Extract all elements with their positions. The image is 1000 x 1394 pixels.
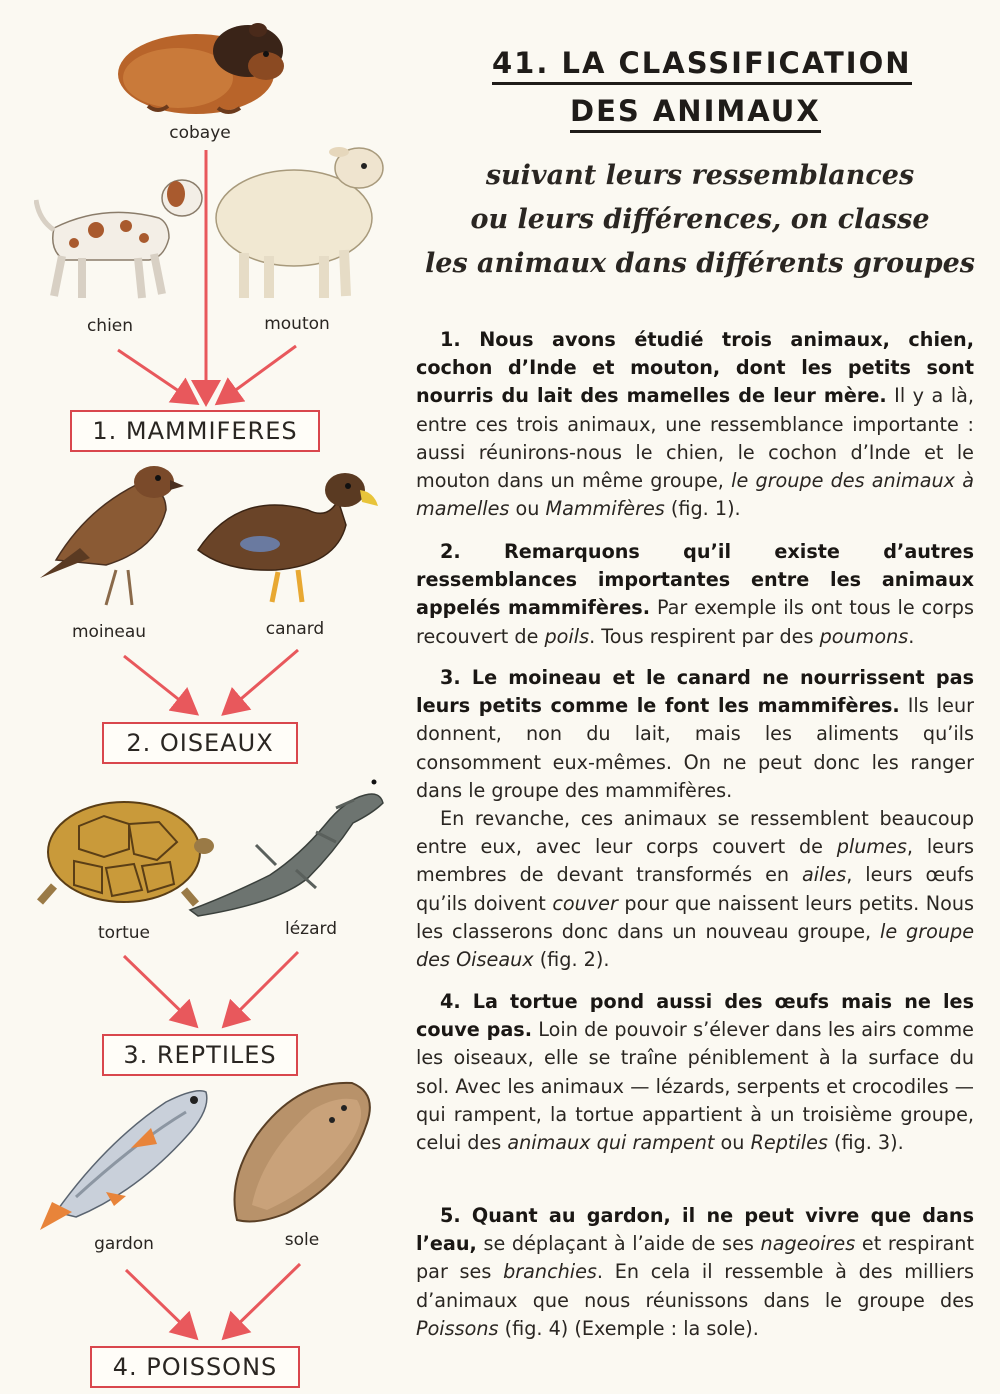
page-title-line2: DES ANIMAUX [570, 94, 821, 133]
p5-italic-3: Poissons [416, 1316, 499, 1340]
arrow-chien [118, 350, 192, 400]
p3b-text-2: , leurs membres de devant transformés en [416, 835, 974, 887]
lizard-illustration [186, 770, 386, 918]
p3b-italic-2: ailes [802, 863, 847, 887]
arrow-tortue [124, 956, 192, 1022]
p2-italic-1: poils [544, 624, 590, 648]
paragraph-2 [416, 538, 974, 651]
p3b-italic-1: plumes [836, 835, 907, 859]
label-cobaye: cobaye [169, 123, 231, 143]
label-mouton: mouton [264, 314, 330, 334]
p2-text-2: . Tous respirent par des [589, 624, 820, 648]
p5-italic-1: nageoires [760, 1232, 856, 1256]
subtitle-line3: les animaux dans différents groupes [425, 248, 975, 279]
label-lezard: lézard [284, 919, 337, 939]
arrow-mouton [222, 346, 296, 400]
sheep-illustration [214, 138, 394, 308]
p5-text: se déplaçant à l’aide de ses [476, 1232, 761, 1256]
arrow-moineau [124, 656, 192, 710]
p3b-text: En revanche, ces animaux se ressemblent beaucoup entre eux, avec leur corps couvert de [416, 807, 974, 859]
p4-lead: 4. La tortue pond aussi des œufs mais ne les couve pas. [416, 990, 974, 1042]
sparrow-illustration [36, 460, 188, 610]
arrow-canard [228, 650, 298, 710]
p1-lead: 1. Nous avons étudié trois animaux, chien, cochon d’Inde et mouton, dont les petits sont nourris du lait des mamelles de leur mère. [416, 328, 974, 408]
p5-text-3: . En cela il ressemble à des milliers d’animaux que nous réunissons dans le groupe des [416, 1260, 974, 1312]
label-chien: chien [86, 316, 134, 336]
p2-italic-2: poumons [819, 624, 909, 648]
duck-illustration [190, 462, 382, 607]
paragraph-1 [416, 326, 974, 523]
label-gardon: gardon [94, 1234, 154, 1254]
p1-text: Il y a là, entre ces trois animaux, une ressemblance importante : aussi réunirons-nous le chien, le cochon d’Inde et le mouton dans un même groupe, [416, 384, 975, 493]
guinea-pig-illustration [108, 6, 293, 118]
arrow-lezard [228, 952, 298, 1022]
label-sole: sole [284, 1230, 320, 1250]
p3-text: Ils leur donnent, non du lait, mais les aliments qu’ils consomment eux-mêmes. On ne peut donc les ranger dans le groupe des mammifères. [416, 694, 974, 802]
group-label-reptiles: 3. REPTILES [123, 1041, 277, 1069]
subtitle-line2: ou leurs différences, on classe [470, 204, 930, 235]
p5-lead: 5. Quant au gardon, il ne peut vivre que dans l’eau, [416, 1204, 974, 1256]
page-title-line1: 41. LA CLASSIFICATION [492, 46, 912, 85]
p3b-text-4: pour que naissent leurs petits. Nous les classerons donc dans un nouveau groupe, [416, 891, 974, 943]
p5-text-4: (fig. 4) (Exemple : la sole). [498, 1316, 759, 1340]
group-box-reptiles [102, 1034, 298, 1076]
p1-text-2: ou [509, 497, 546, 521]
paragraph-5 [416, 1202, 974, 1343]
p3-lead: 3. Le moineau et le canard ne nourrissent pas leurs petits comme le font les mammifères. [416, 666, 974, 718]
p5-italic-2: branchies [503, 1260, 597, 1284]
p2-text: Par exemple ils ont tous le corps recouvert de [416, 596, 974, 648]
p3b-italic-4: le groupe des Oiseaux [416, 919, 974, 972]
p3b-text-5: (fig. 2). [533, 948, 610, 972]
sole-fish-illustration [222, 1080, 382, 1230]
arrow-gardon [126, 1270, 192, 1334]
group-box-oiseaux [102, 722, 298, 764]
arrow-sole [228, 1264, 300, 1334]
p4-text-2: ou [714, 1131, 751, 1155]
p2-text-3: . [908, 624, 915, 648]
p4-italic-1: animaux qui rampent [507, 1131, 715, 1155]
p1-italic-2: Mammifères [545, 497, 665, 521]
p3b-italic-3: couver [552, 891, 618, 915]
label-moineau: moineau [71, 622, 147, 642]
p1-italic-1: le groupe des animaux à mamelles [416, 469, 974, 521]
group-label-oiseaux: 2. OISEAUX [126, 729, 274, 757]
p4-text-3: (fig. 3). [827, 1131, 904, 1155]
label-canard: canard [265, 619, 325, 639]
p1-text-3: (fig. 1). [664, 497, 741, 521]
p2-lead: 2. Remarquons qu’il existe d’autres ressemblances importantes entre les animaux appelés mammifères. [416, 540, 974, 620]
paragraph-3 [416, 664, 974, 974]
roach-fish-illustration [36, 1082, 214, 1232]
p5-text-2: et respirant par ses [416, 1232, 974, 1284]
group-label-mammiferes: 1. MAMMIFERES [92, 417, 298, 445]
group-label-poissons: 4. POISSONS [112, 1353, 278, 1381]
label-tortue: tortue [98, 923, 150, 943]
subtitle-line1: suivant leurs ressemblances [485, 160, 915, 191]
group-box-poissons [90, 1346, 300, 1388]
p4-text: Loin de pouvoir s’élever dans les airs comme les oiseaux, elle se traîne péniblement à la surface du sol. Avec les animaux — lézards, serpents et crocodiles — qui rampent, la tortue appartient à un troisième groupe, celui des [416, 1018, 974, 1155]
paragraph-4 [416, 988, 974, 1157]
group-box-mammiferes [70, 410, 320, 452]
p4-italic-2: Reptiles [750, 1131, 828, 1155]
dog-illustration [34, 168, 204, 303]
p3b-text-3: , leurs œufs qu’ils doivent [416, 863, 974, 915]
